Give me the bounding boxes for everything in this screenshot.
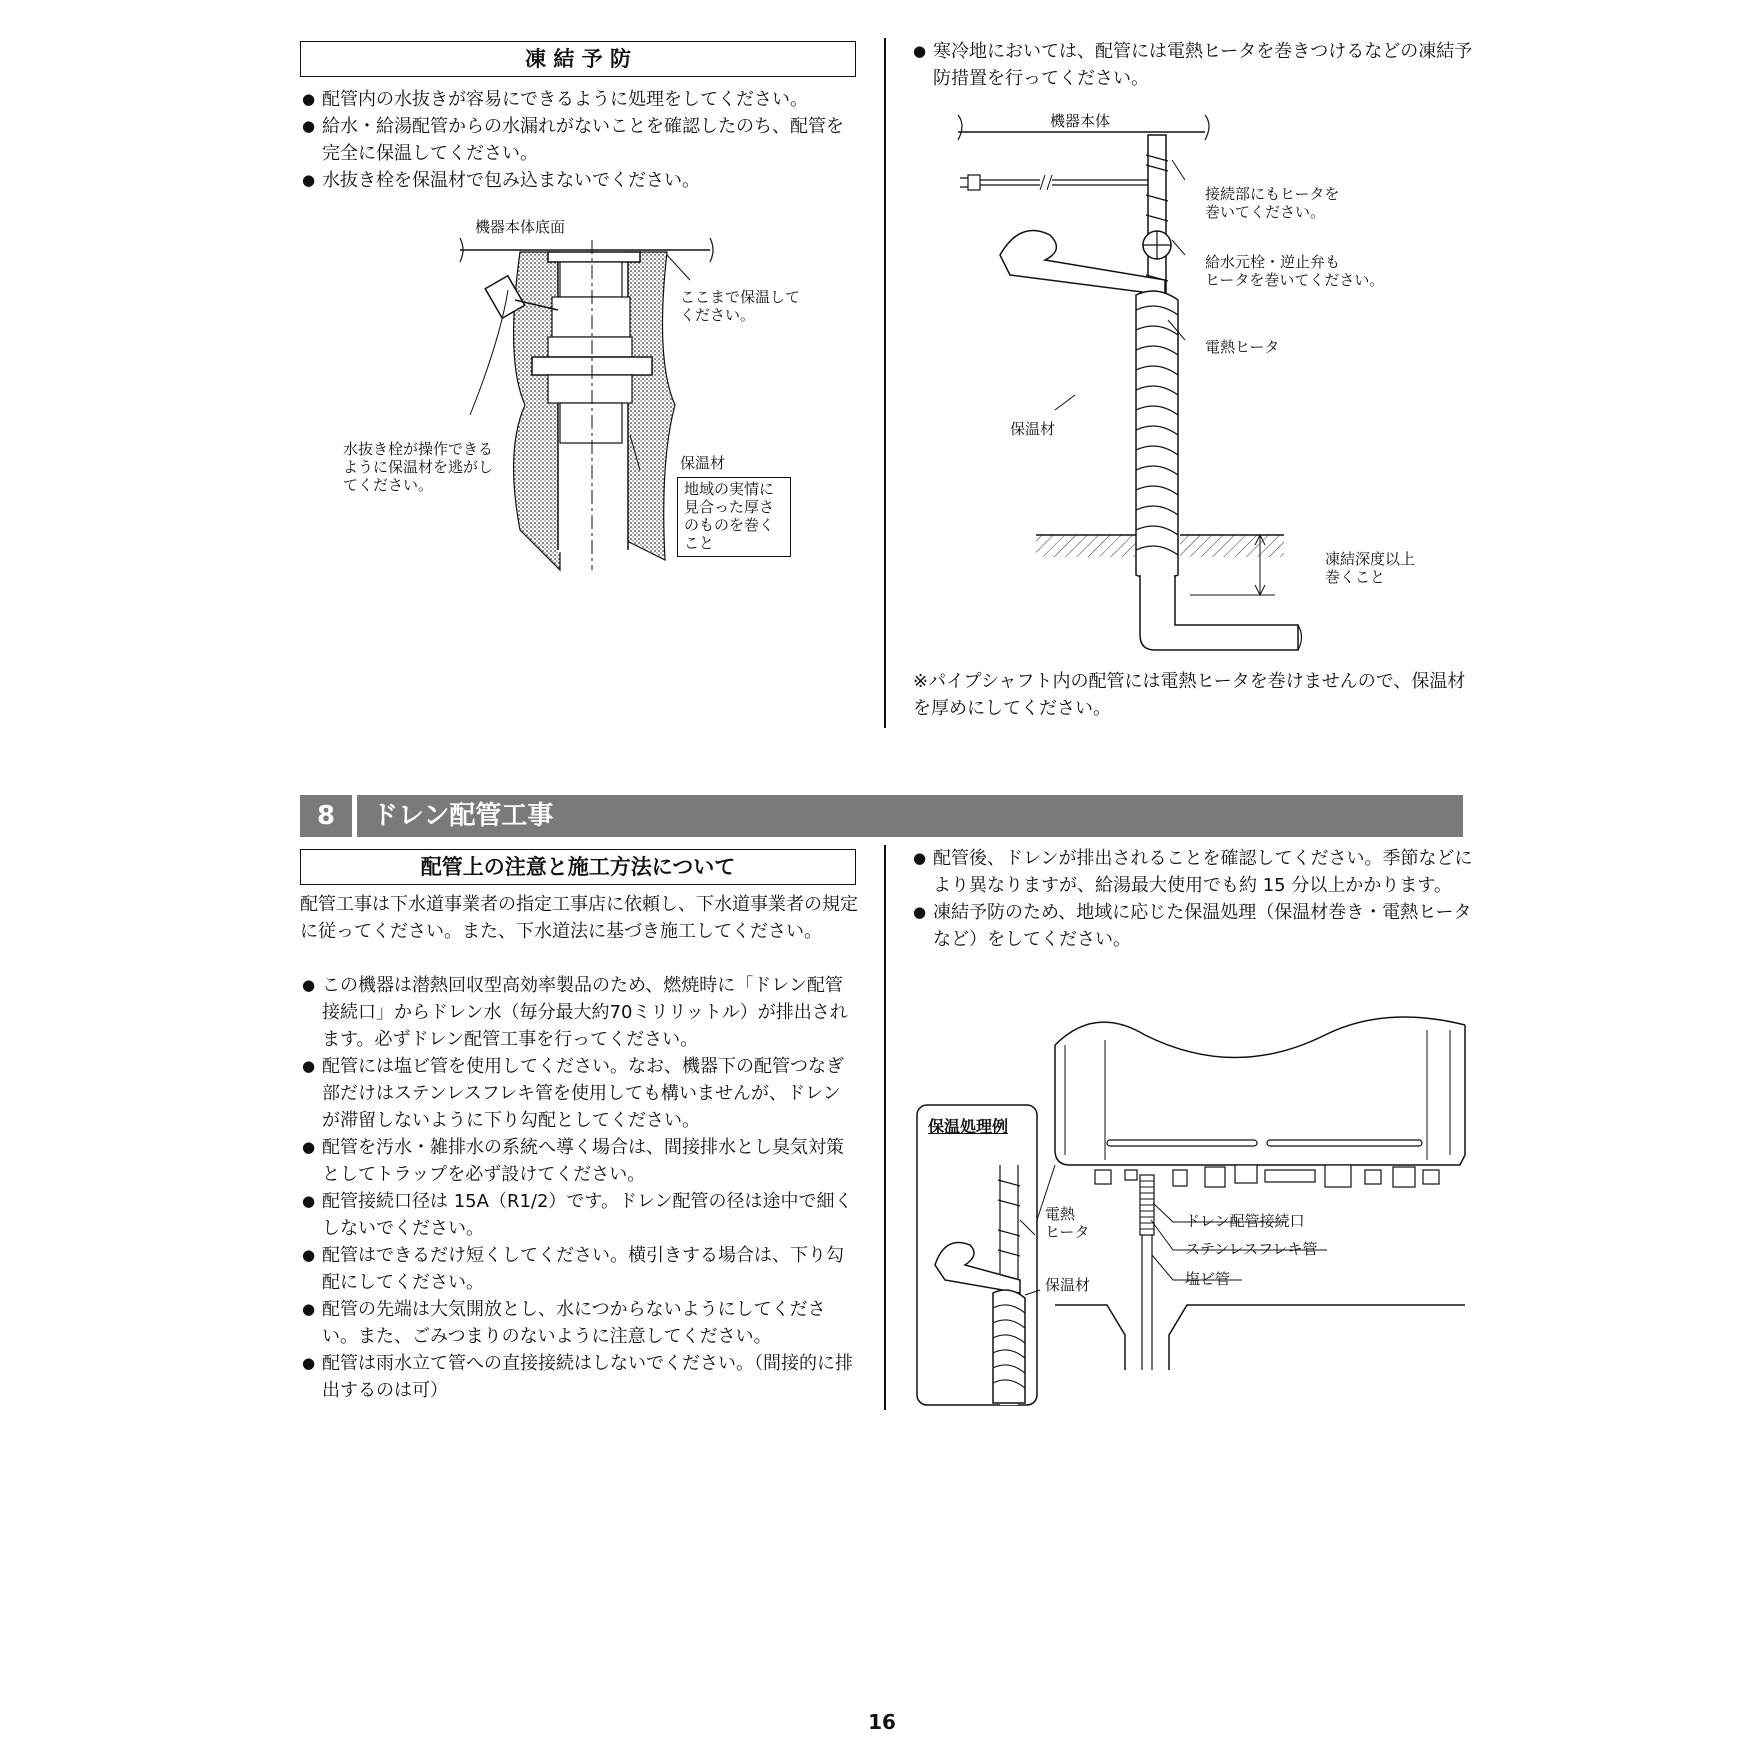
drain-bullet-6: ● 配管の先端は大気開放とし、水につからないようにしてください。また、ごみつまりのないように注意してください。 bbox=[302, 1296, 858, 1350]
freeze-depth-label-2: 巻くこと bbox=[1325, 568, 1386, 586]
valve-heater-label-1: 給水元栓・逆止弁も bbox=[1205, 253, 1341, 271]
drain-heading: 配管上の注意と施工方法について bbox=[300, 849, 856, 885]
unit-bottom-label: 機器本体底面 bbox=[475, 218, 566, 236]
freeze-bullets bbox=[302, 86, 858, 194]
freeze-bullet-3: ● 水抜き栓を保温材で包み込まないでください。 bbox=[302, 167, 858, 194]
freeze-heading: 凍 結 予 防 bbox=[300, 41, 856, 77]
freeze-bullet-2: ● 給水・給湯配管からの水漏れがないことを確認したのち、配管を完全に保温してください。 bbox=[302, 113, 858, 167]
unit-body-label: 機器本体 bbox=[1050, 112, 1111, 130]
electric-heater-label: 電熱ヒータ bbox=[1205, 338, 1280, 356]
cold-region-bullet: ● 寒冷地においては、配管には電熱ヒータを巻きつけるなどの凍結予防措置を行ってください。 bbox=[913, 38, 1473, 92]
insulation-example-label: 保温処理例 bbox=[928, 1117, 1009, 1136]
drain-plug-label-2: ように保温材を逃がし bbox=[343, 458, 494, 476]
thickness-note-4: こと bbox=[684, 534, 715, 552]
drain-intro: 配管工事は下水道事業者の指定工事店に依頼し、下水道事業者の規定に従ってください。また、下水道法に基づき施工してください。 bbox=[300, 894, 858, 942]
thickness-note-3: のものを巻く bbox=[684, 516, 775, 534]
section-title: ドレン配管工事 bbox=[372, 801, 554, 831]
valve-heater-label-2: ヒータを巻いてください。 bbox=[1205, 271, 1385, 289]
inset-insulation-label: 保温材 bbox=[1045, 1276, 1091, 1294]
inset-heater-label-1: 電熱 bbox=[1045, 1205, 1076, 1223]
pipe-shaft-note: ※パイプシャフト内の配管には電熱ヒータを巻けませんので、保温材を厚めにしてください。 bbox=[913, 671, 1466, 719]
inset-heater-label-2: ヒータ bbox=[1045, 1223, 1090, 1241]
drain-bullet-2: ● 配管には塩ビ管を使用してください。なお、機器下の配管つなぎ部だけはステンレスフレキ管を使用しても構いませんが、ドレンが滞留しないように下り勾配としてください。 bbox=[302, 1053, 858, 1134]
drain-bullet-1: ● この機器は潜熱回収型高効率製品のため、燃焼時に「ドレン配管接続口」からドレン水（毎分最大約70ミリリットル）が排出されます。必ずドレン配管工事を行ってください。 bbox=[302, 972, 858, 1053]
stainless-flex-label: ステンレスフレキ管 bbox=[1185, 1240, 1318, 1258]
cold-region-bullet-block bbox=[913, 38, 1473, 92]
section-number: 8 bbox=[300, 795, 352, 837]
drain-plug-label-1: 水抜き栓が操作できる bbox=[343, 440, 494, 458]
pvc-pipe-label: 塩ビ管 bbox=[1185, 1270, 1231, 1288]
insulation-label-1: 保温材 bbox=[680, 454, 726, 472]
drain-bullet-5: ● 配管はできるだけ短くしてください。横引きする場合は、下り勾配にしてください。 bbox=[302, 1242, 858, 1296]
drain-right-bullets bbox=[913, 845, 1473, 953]
keep-label-1: ここまで保温して bbox=[680, 288, 801, 306]
joint-heater-label-2: 巻いてください。 bbox=[1205, 203, 1326, 221]
insulation-label-2: 保温材 bbox=[1010, 420, 1056, 438]
keep-label-2: ください。 bbox=[680, 306, 756, 324]
column-divider-bottom bbox=[884, 845, 886, 1410]
drain-bullet-7: ● 配管は雨水立て管への直接接続はしないでください。（間接的に排出するのは可） bbox=[302, 1350, 858, 1404]
drain-plug-label-3: てください。 bbox=[343, 476, 434, 494]
thickness-note-1: 地域の実情に bbox=[684, 480, 775, 498]
column-divider-top bbox=[884, 38, 886, 728]
joint-heater-label-1: 接続部にもヒータを bbox=[1205, 185, 1340, 203]
drain-port-label: ドレン配管接続口 bbox=[1185, 1212, 1305, 1230]
drain-bullets bbox=[302, 972, 858, 1404]
drain-bullet-4: ● 配管接続口径は 15A（R1/2）です。ドレン配管の径は途中で細くしないでください。 bbox=[302, 1188, 858, 1242]
drain-right-bullet-2: ● 凍結予防のため、地域に応じた保温処理（保温材巻き・電熱ヒータなど）をしてください。 bbox=[913, 899, 1473, 953]
freeze-bullet-1: ● 配管内の水抜きが容易にできるように処理をしてください。 bbox=[302, 86, 858, 113]
page-number: 16 bbox=[868, 1710, 896, 1734]
thickness-note-2: 見合った厚さ bbox=[684, 498, 775, 516]
freeze-depth-label-1: 凍結深度以上 bbox=[1325, 550, 1416, 568]
drain-bullet-3: ● 配管を汚水・雑排水の系統へ導く場合は、間接排水とし臭気対策としてトラップを必ず設けてください。 bbox=[302, 1134, 858, 1188]
drain-right-bullet-1: ● 配管後、ドレンが排出されることを確認してください。季節などにより異なりますが、給湯最大使用でも約 15 分以上かかります。 bbox=[913, 845, 1473, 899]
